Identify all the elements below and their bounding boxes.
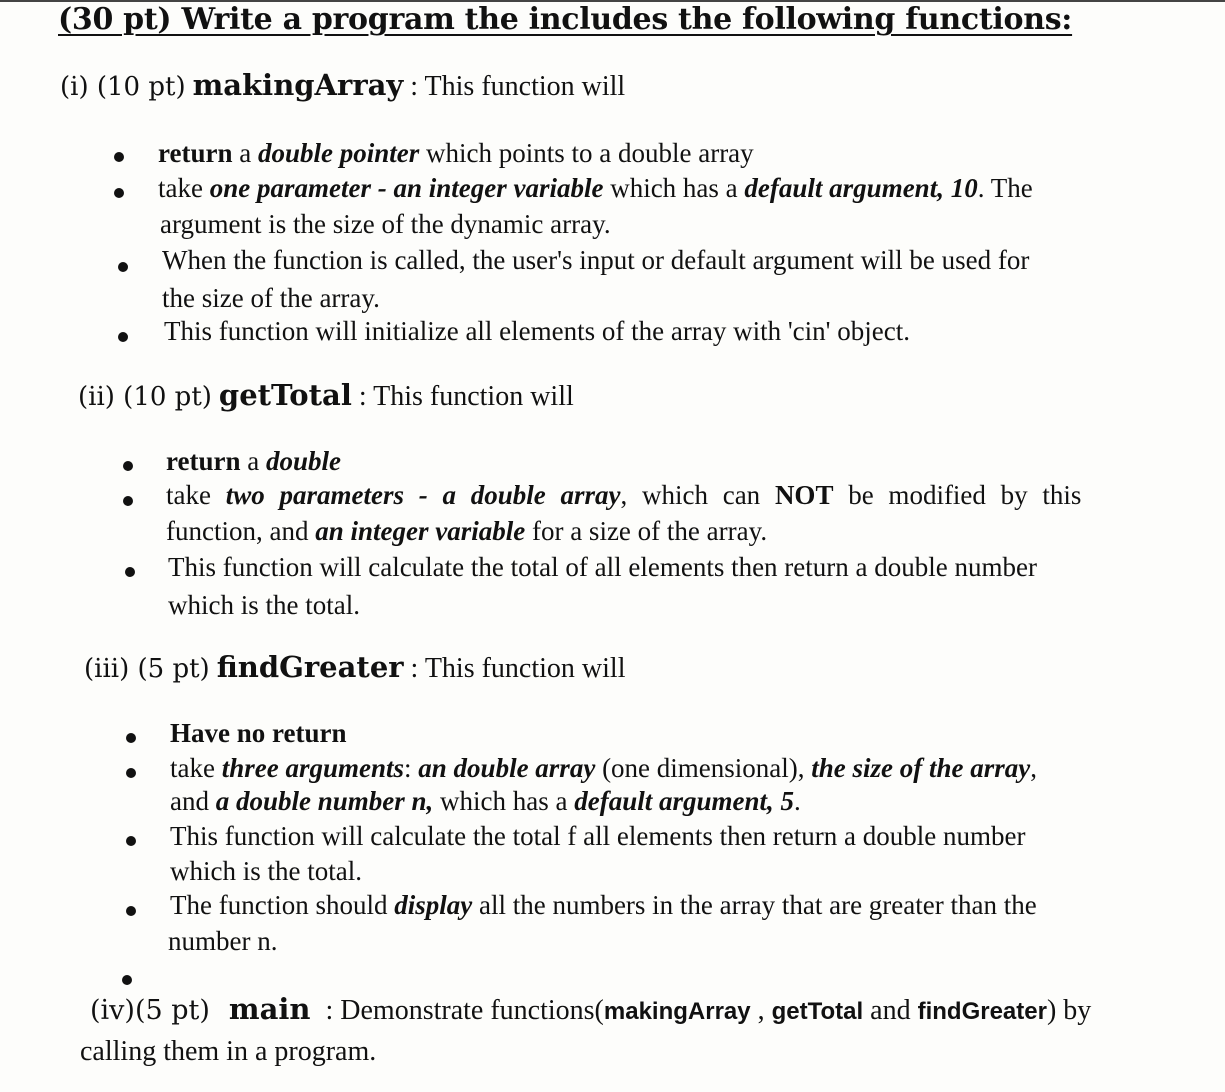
text-run: . [794, 786, 801, 816]
section-ii-bullet-2-line-2 [166, 516, 767, 547]
text-run: and [170, 786, 216, 816]
text-run: findGreater [917, 998, 1047, 1025]
section-iv-line-2: calling them in a program. [80, 1036, 377, 1067]
text-run: an integer variable [315, 516, 526, 546]
text-run: double pointer [257, 138, 420, 168]
text-run: display [394, 890, 473, 920]
section-iii-function-name: findGreater [216, 650, 404, 684]
text-run: ) by [1046, 995, 1092, 1026]
bullet-dot [126, 733, 136, 743]
bullet-dot [118, 262, 128, 272]
text-run: take [166, 480, 226, 510]
text-run: for a size of the array. [525, 516, 768, 546]
text-run: which has a [603, 173, 745, 203]
bullet-dot [123, 496, 133, 506]
text-run: an double array [418, 753, 596, 783]
section-iii-number: (iii) (5 pt) [84, 654, 210, 684]
bullet-dot [125, 567, 135, 577]
section-ii-bullet-1 [166, 446, 341, 477]
section-i-function-name: makingArray [192, 68, 404, 102]
section-i-bullet-2 [158, 173, 1033, 204]
text-run: two parameters - a double array [225, 480, 621, 510]
text-run: the size of the array [811, 753, 1031, 783]
section-i-description: : This function will [410, 71, 626, 102]
section-ii-function-name: getTotal [218, 378, 352, 412]
bullet-dot [118, 332, 128, 342]
bullet-dot [114, 152, 124, 162]
section-i-number: (i) (10 pt) [60, 72, 186, 102]
text-run: Have no return [170, 718, 347, 748]
section-ii-bullet-3-line-2: which is the total. [168, 590, 360, 620]
text-run: all the numbers in the array that are greater than the [472, 890, 1037, 920]
section-iii-bullet-2 [170, 753, 1037, 784]
text-run: Demonstrate functions( [333, 995, 604, 1026]
section-i-heading [60, 68, 625, 103]
section-iv-function-name: main [228, 992, 311, 1026]
section-ii-description: : This function will [358, 381, 574, 412]
section-ii-bullet-3: This function will calculate the total of all elements then return a double number [168, 552, 1037, 582]
text-run: return [166, 446, 241, 476]
section-i-bullet-1 [158, 138, 754, 169]
section-iv-number: (iv)(5 pt) [90, 995, 210, 1026]
text-run: a double number n, [215, 786, 434, 816]
section-i-bullet-4: This function will initialize all elements of the array with 'cin' object. [164, 316, 911, 346]
text-run: and [863, 995, 918, 1026]
text-run: one parameter - an integer variable [209, 173, 604, 203]
section-iii-bullet-2-line-2 [170, 786, 801, 817]
text-run: a [240, 446, 266, 476]
section-iii-bullet-4 [170, 890, 1037, 921]
section-iii-bullet-3: This function will calculate the total f all elements then return a double number [170, 821, 1026, 851]
section-iii-description: : This function will [410, 653, 626, 684]
text-run: , which can [620, 480, 775, 510]
section-iv-line-1 [90, 992, 1091, 1027]
text-run: three arguments [221, 753, 405, 783]
section-iii-bullet-4-line-2: number n. [168, 926, 278, 956]
text-run: : [325, 995, 334, 1026]
text-run: makingArray [603, 998, 751, 1025]
bullet-dot [126, 836, 136, 846]
bullet-dot [114, 188, 124, 198]
text-run: which points to a double array [419, 138, 754, 168]
text-run: NOT [774, 480, 834, 510]
text-run: (one dimensional), [595, 753, 812, 783]
section-ii-heading [78, 378, 574, 413]
text-run: take [170, 753, 222, 783]
bullet-dot [126, 906, 136, 916]
section-iii-bullet-1 [170, 718, 347, 749]
text-run: The function should [170, 890, 395, 920]
text-run: which has a [433, 786, 575, 816]
text-run: getTotal [771, 998, 864, 1025]
section-i-bullet-3: When the function is called, the user's input or default argument will be used for [162, 245, 1030, 275]
text-run: function, and [166, 516, 316, 546]
section-i-bullet-3-line-2: the size of the array. [162, 283, 380, 313]
text-run: default argument, 10 [744, 173, 978, 203]
text-run: : [404, 753, 419, 783]
text-run: take [158, 173, 210, 203]
text-run: . The [977, 173, 1033, 203]
text-run: , [750, 995, 772, 1026]
section-i-bullet-2-line-2: argument is the size of the dynamic array. [160, 209, 611, 239]
text-run: return [158, 138, 233, 168]
text-run: a [232, 138, 258, 168]
bullet-dot [123, 461, 133, 471]
empty-bullet-dot [122, 975, 132, 985]
section-iii-heading [84, 650, 625, 685]
text-run: , [1030, 753, 1038, 783]
text-run: be modified by this [833, 480, 1082, 510]
bullet-dot [126, 768, 136, 778]
section-ii-bullet-2 [166, 480, 1081, 511]
text-run: double [265, 446, 341, 476]
section-iii-bullet-3-line-2: which is the total. [170, 856, 362, 886]
page-title: (30 pt) Write a program the includes the following functions: [58, 2, 1073, 37]
section-ii-number: (ii) (10 pt) [78, 382, 212, 412]
text-run: default argument, 5 [574, 786, 795, 816]
